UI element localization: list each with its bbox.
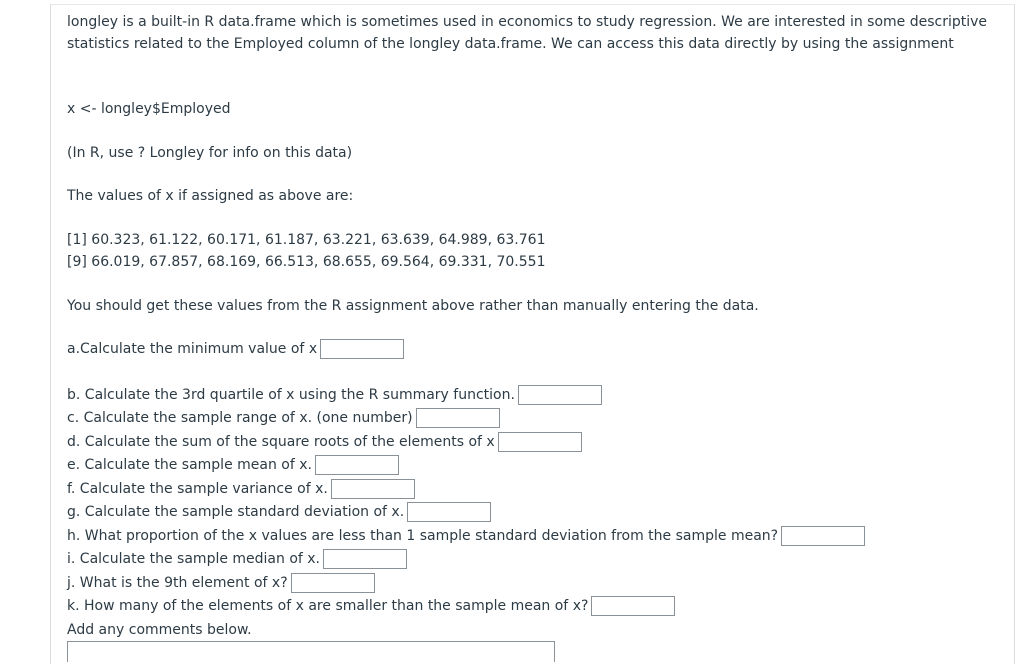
values-line-2: [9] 66.019, 67.857, 68.169, 66.513, 68.655, 69.564, 69.331, 70.551 (67, 254, 546, 270)
values-heading: The values of x if assigned as above are: (67, 188, 354, 204)
answer-j-input[interactable] (291, 573, 375, 593)
answer-i-input[interactable] (323, 549, 407, 569)
question-i (67, 549, 407, 569)
help-note: (In R, use ? Longley for info on this data) (67, 145, 353, 161)
answer-e-input[interactable] (315, 455, 399, 475)
question-g-label: g. Calculate the sample standard deviation of x. (67, 504, 405, 520)
question-k (67, 596, 675, 616)
question-d-label: d. Calculate the sum of the square roots of the elements of x (67, 434, 495, 450)
answer-c-input[interactable] (416, 408, 500, 428)
question-e-label: e. Calculate the sample mean of x. (67, 457, 312, 473)
comments-label: Add any comments below. (67, 622, 252, 638)
question-k-label: k. How many of the elements of x are smaller than the sample mean of x? (67, 598, 589, 614)
question-i-label: i. Calculate the sample median of x. (67, 551, 321, 567)
question-j (67, 573, 375, 593)
instruction-text: You should get these values from the R assignment above rather than manually entering the data. (67, 298, 759, 314)
comments-textarea[interactable] (67, 641, 555, 662)
question-h (67, 526, 865, 546)
question-e (67, 455, 399, 475)
question-a (67, 339, 404, 359)
question-c (67, 408, 500, 428)
answer-a-input[interactable] (320, 339, 404, 359)
question-d (67, 432, 582, 452)
answer-g-input[interactable] (407, 502, 491, 522)
assignment-code: x <- longley$Employed (67, 101, 231, 117)
question-f (67, 479, 415, 499)
answer-f-input[interactable] (331, 479, 415, 499)
question-h-label: h. What proportion of the x values are less than 1 sample standard deviation from the sample mean? (67, 528, 779, 544)
answer-k-input[interactable] (591, 596, 675, 616)
answer-h-input[interactable] (781, 526, 865, 546)
question-g (67, 502, 491, 522)
question-f-label: f. Calculate the sample variance of x. (67, 481, 328, 497)
question-a-label: a.Calculate the minimum value of x (67, 341, 318, 357)
question-b-label: b. Calculate the 3rd quartile of x using the R summary function. (67, 387, 515, 403)
question-c-label: c. Calculate the sample range of x. (one number) (67, 410, 413, 426)
answer-b-input[interactable] (518, 385, 602, 405)
answer-d-input[interactable] (498, 432, 582, 452)
values-line-1: [1] 60.323, 61.122, 60.171, 61.187, 63.221, 63.639, 64.989, 63.761 (67, 232, 546, 248)
question-b (67, 385, 602, 405)
question-j-label: j. What is the 9th element of x? (67, 575, 288, 591)
intro-text: longley is a built-in R data.frame which is sometimes used in economics to study regression. We are interested in some descriptive statistics related to the Employed column of the longley data.frame. We can access this data directly by using the assignment (67, 14, 988, 52)
